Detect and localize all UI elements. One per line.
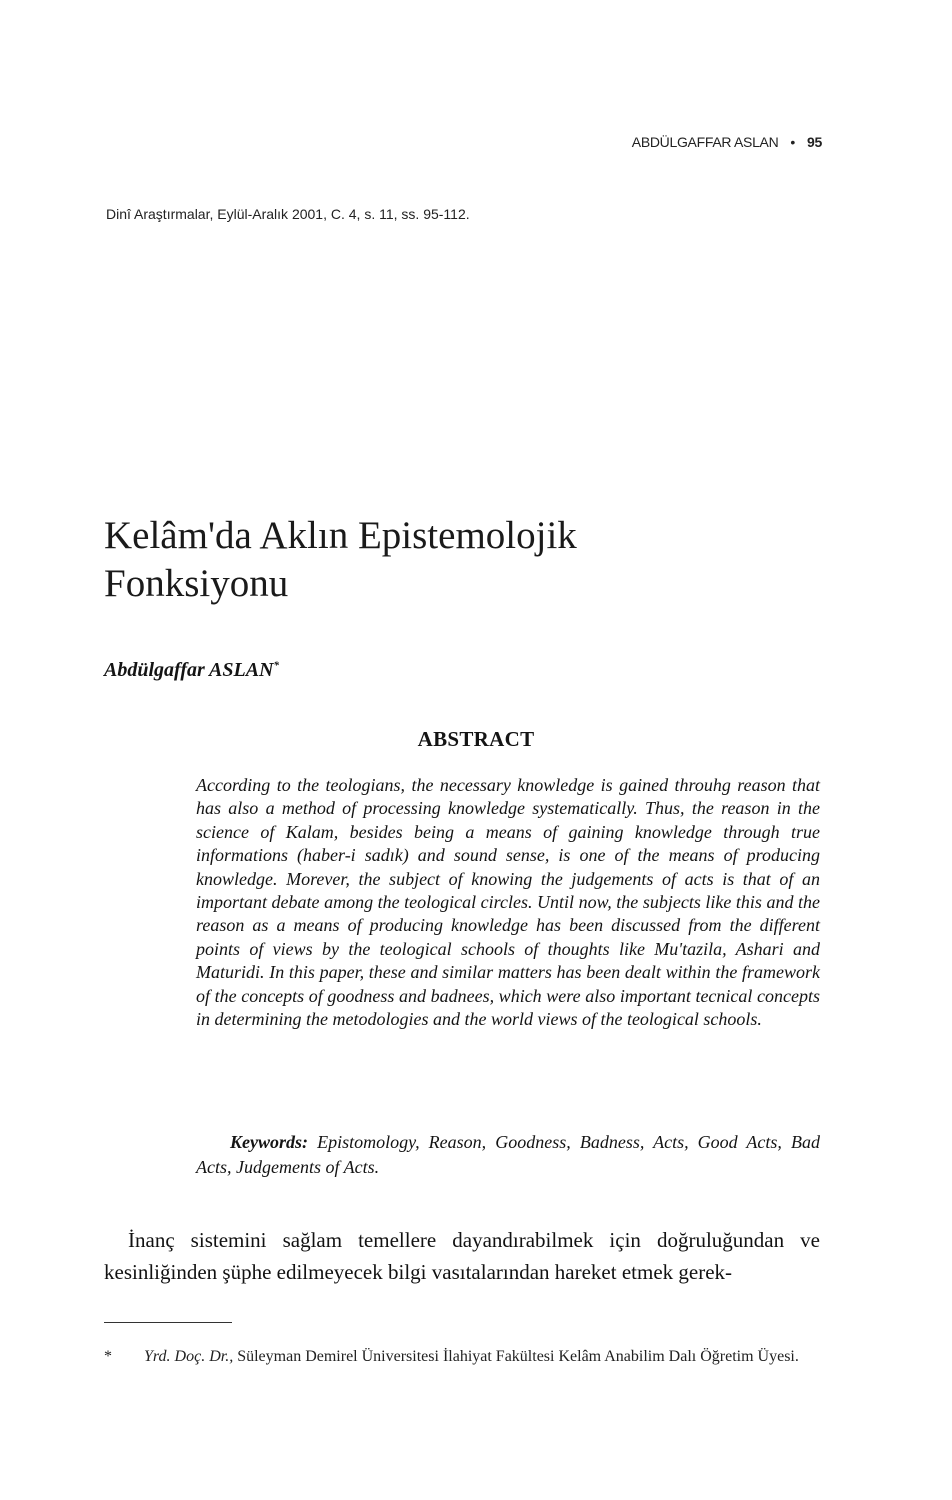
article-title-line-2: Fonksiyonu xyxy=(104,562,289,605)
running-header xyxy=(632,134,822,150)
footnote-rule xyxy=(104,1322,232,1323)
journal-citation: Dinî Araştırmalar, Eylül-Aralık 2001, C. 4, s. 11, ss. 95-112. xyxy=(106,206,470,222)
article-title-line-1: Kelâm'da Aklın Epistemolojik xyxy=(104,514,577,557)
abstract-heading xyxy=(0,727,952,752)
running-header-separator: • xyxy=(790,134,796,150)
footnote-title: Yrd. Doç. Dr., xyxy=(144,1348,234,1365)
abstract-heading-text: ABSTRACT xyxy=(417,727,535,751)
footnote-marker: * xyxy=(104,1348,112,1365)
keywords-label: Keywords: xyxy=(230,1132,308,1152)
running-header-author: ABDÜLGAFFAR ASLAN xyxy=(631,134,779,150)
keywords xyxy=(196,1130,820,1180)
abstract-text: According to the teologians, the necessary knowledge is gained throuhg reason that has also a method of processing knowledge systematically. Thus, the reason in the science of Kalam, besides being a means of gaining knowledge through true informations (haber-i sadık) and sound sense, is one of the means of producing knowledge. Morever, the subject of knowing the judgements of acts is that of an important debate among the teological circles. Until now, the subjects like this and the reason as a means of producing knowledge has been discussed from the different points of views by the teological schools of thoughts like Mu'tazila, Ashari and Maturidi. In this paper, these and similar matters has been dealt within the framework of the concepts of goodness and badnees, which were also important tecnical concepts in determining the metodologies and the world views of the teological schools. xyxy=(196,775,820,1030)
article-title xyxy=(104,512,577,608)
footnote-text: Süleyman Demirel Üniversitesi İlahiyat Fakültesi Kelâm Anabilim Dalı Öğretim Üyesi. xyxy=(237,1348,799,1365)
body-paragraph: İnanç sistemini sağlam temellere dayandırabilmek için doğruluğundan ve kesinliğinden şüphe edilmeyecek bilgi vasıtalarından hareket etmek gerek- xyxy=(104,1228,820,1284)
footnote-body xyxy=(144,1345,824,1369)
author-name: Abdülgaffar ASLAN xyxy=(104,659,274,681)
keywords-text: Epistomology, Reason, Goodness, Badness, Acts, Good Acts, Bad Acts, Judgements of Acts. xyxy=(196,1132,820,1177)
footnote xyxy=(104,1345,824,1369)
author-footnote-marker: * xyxy=(273,659,279,672)
author-line xyxy=(104,659,279,682)
page-number: 95 xyxy=(807,134,822,150)
